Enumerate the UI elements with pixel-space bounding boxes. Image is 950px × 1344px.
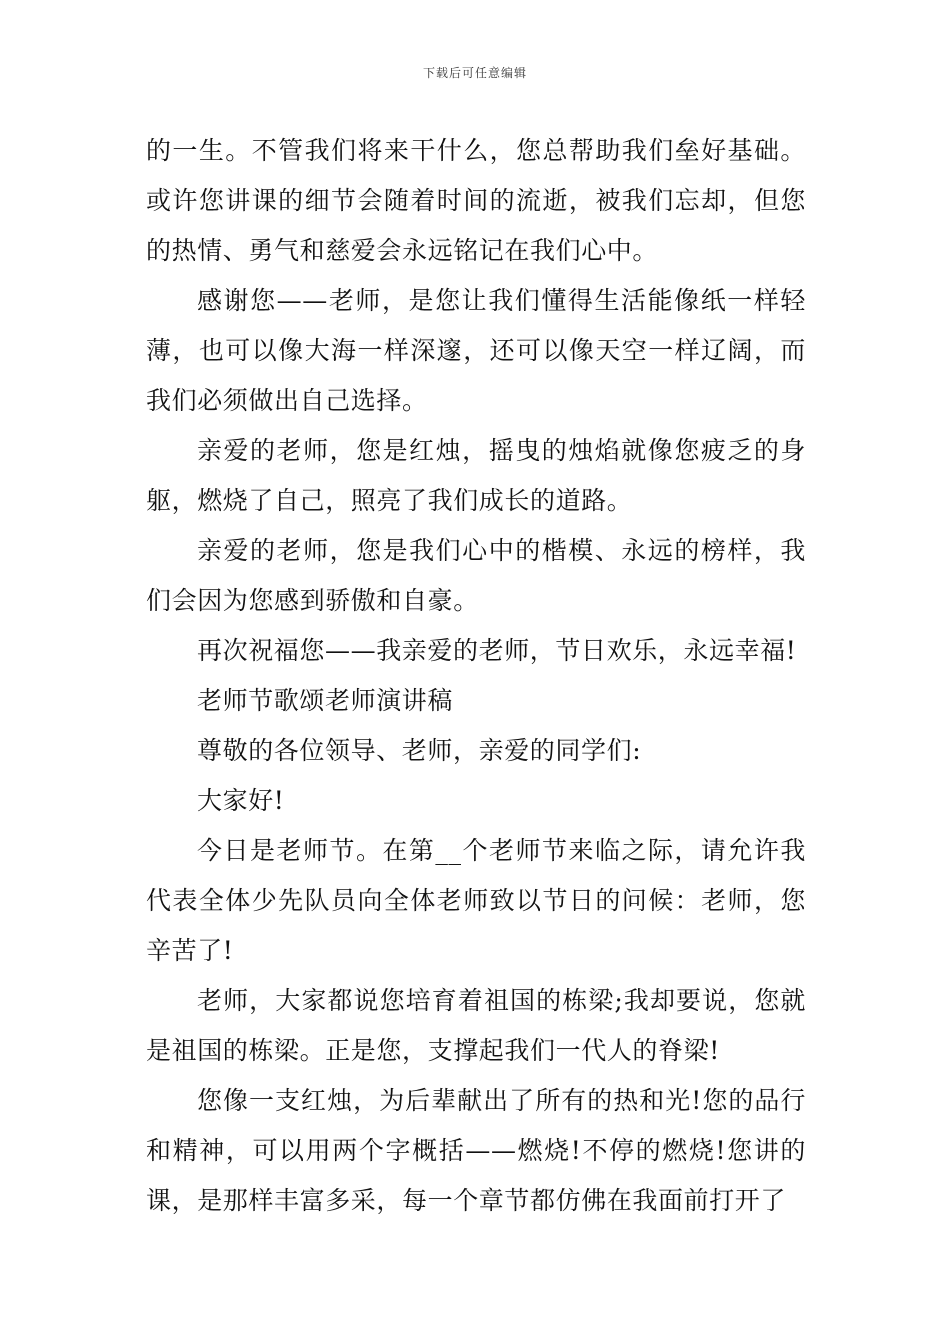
speech-title: 老师节歌颂老师演讲稿 (197, 686, 454, 715)
paragraph-5: 再次祝福您——我亲爱的老师，节日欢乐，永远幸福! (197, 636, 797, 665)
document-body (146, 126, 806, 1226)
greeting: 大家好! (197, 786, 285, 815)
paragraph-1: 的一生。不管我们将来干什么，您总帮助我们垒好基础。或许您讲课的细节会随着时间的流逝，被我们忘却，但您的热情、勇气和慈爱会永远铭记在我们心中。 (146, 136, 806, 265)
paragraph-9: 今日是老师节。在第__个老师节来临之际，请允许我代表全体少先队员向全体老师致以节日的问候：老师，您辛苦了! (146, 836, 806, 965)
page-header-note: 下载后可任意编辑 (422, 66, 527, 80)
paragraph-11: 您像一支红烛，为后辈献出了所有的热和光!您的品行和精神，可以用两个字概括——燃烧!不停的燃烧!您讲的课，是那样丰富多采，每一个章节都仿佛在我面前打开了 (146, 1086, 806, 1215)
paragraph-3: 亲爱的老师，您是红烛，摇曳的烛焰就像您疲乏的身躯，燃烧了自己，照亮了我们成长的道路。 (146, 436, 806, 515)
paragraph-2: 感谢您——老师，是您让我们懂得生活能像纸一样轻薄，也可以像大海一样深邃，还可以像天空一样辽阔，而我们必须做出自己选择。 (146, 286, 806, 415)
salutation: 尊敬的各位领导、老师，亲爱的同学们: (197, 736, 642, 765)
paragraph-10: 老师，大家都说您培育着祖国的栋梁;我却要说，您就是祖国的栋梁。正是您，支撑起我们一代人的脊梁! (146, 986, 806, 1065)
paragraph-4: 亲爱的老师，您是我们心中的楷模、永远的榜样，我们会因为您感到骄傲和自豪。 (146, 536, 806, 615)
